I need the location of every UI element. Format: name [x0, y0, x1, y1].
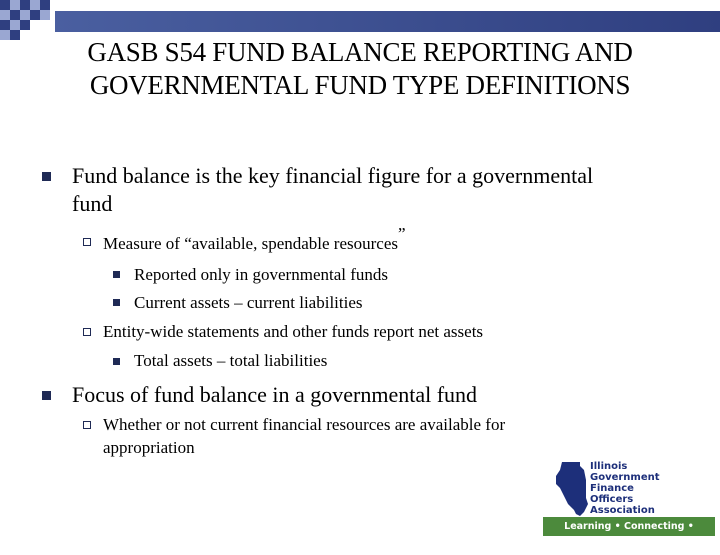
logo-line: Association	[590, 505, 655, 516]
sub-bullet-text: appropriation	[103, 438, 195, 457]
decor-square	[10, 20, 20, 30]
logo-text	[590, 461, 660, 516]
square-bullet-icon	[113, 271, 120, 278]
square-bullet-icon	[42, 172, 51, 181]
logo-line: Finance	[590, 483, 634, 494]
square-bullet-icon	[113, 299, 120, 306]
decor-square	[20, 10, 30, 20]
hollow-square-bullet-icon	[83, 421, 91, 429]
slide-title-line: GOVERNMENTAL FUND TYPE DEFINITIONS	[89, 70, 631, 100]
sub-bullet-text	[103, 224, 406, 255]
decor-square	[10, 10, 20, 20]
square-bullet-icon	[113, 358, 120, 365]
bullet-text: Fund balance is the key financial figure for a governmental	[72, 163, 594, 188]
logo-line: Government	[590, 472, 660, 483]
decor-square	[20, 20, 30, 30]
logo-tagline: Learning • Connecting • Progressing	[543, 517, 715, 536]
sub-sub-bullet-text: Reported only in governmental funds	[134, 265, 389, 284]
decor-square	[30, 10, 40, 20]
sub-bullet-text: Whether or not current financial resources are available for	[103, 415, 506, 434]
decor-square	[20, 0, 30, 10]
bullet-text: fund	[72, 191, 113, 216]
logo-line: Officers	[590, 494, 634, 505]
header-bar	[55, 11, 720, 32]
sub-sub-bullet-text: Current assets – current liabilities	[134, 293, 363, 312]
bullet-text: Focus of fund balance in a governmental fund	[72, 382, 478, 407]
hollow-square-bullet-icon	[83, 328, 91, 336]
slide-title	[0, 36, 720, 102]
sub-bullet-label: Measure of “available, spendable resources	[103, 234, 399, 253]
decor-square	[0, 10, 10, 20]
hollow-square-bullet-icon	[83, 238, 91, 246]
closing-quote: ”	[398, 224, 406, 243]
decor-square	[40, 10, 50, 20]
decor-square	[0, 0, 10, 10]
square-bullet-icon	[42, 391, 51, 400]
decor-square	[10, 0, 20, 10]
decor-square	[0, 20, 10, 30]
sub-bullet-text: Entity-wide statements and other funds report net assets	[103, 322, 484, 341]
decor-square	[40, 0, 50, 10]
slide-title-line: GASB S54 FUND BALANCE REPORTING AND	[87, 37, 633, 67]
logo-line: Illinois	[590, 461, 628, 472]
sub-sub-bullet-text: Total assets – total liabilities	[134, 351, 328, 370]
decor-square	[30, 0, 40, 10]
